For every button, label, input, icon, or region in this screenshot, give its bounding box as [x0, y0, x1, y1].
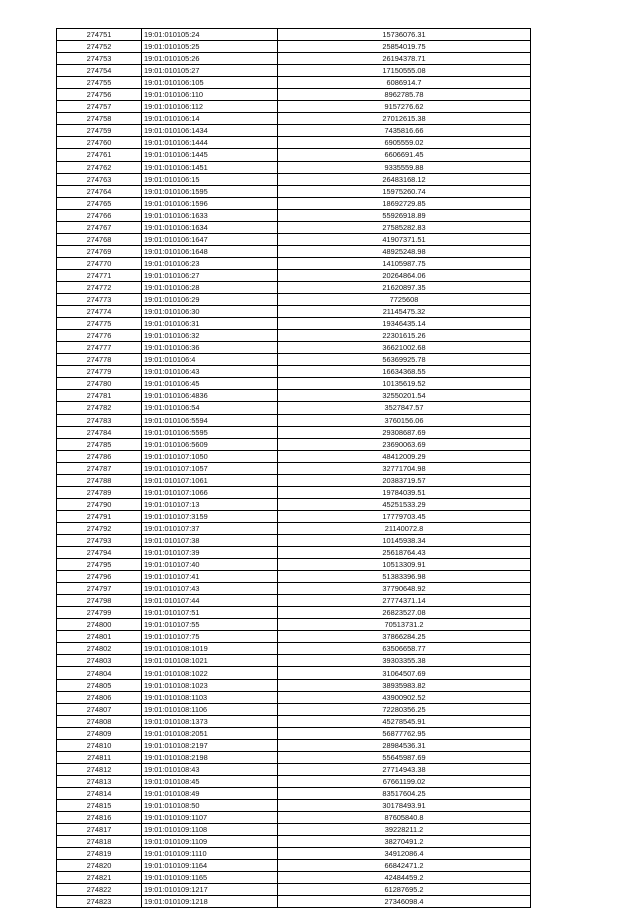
- value-cell: 29308687.69: [278, 426, 531, 438]
- row-number-cell: 274807: [57, 703, 142, 715]
- cadastral-number-cell: 19:01:010106:110: [142, 89, 278, 101]
- cadastral-number-cell: 19:01:010106:28: [142, 281, 278, 293]
- cadastral-number-cell: 19:01:010108:49: [142, 787, 278, 799]
- cadastral-number-cell: 19:01:010106:29: [142, 294, 278, 306]
- value-cell: 21140072.8: [278, 522, 531, 534]
- table-row: [57, 812, 531, 824]
- table-row: [57, 318, 531, 330]
- row-number-cell: 274769: [57, 245, 142, 257]
- table-row: [57, 619, 531, 631]
- table-row: [57, 800, 531, 812]
- row-number-cell: 274776: [57, 330, 142, 342]
- cadastral-number-cell: 19:01:010106:1634: [142, 221, 278, 233]
- value-cell: 23690063.69: [278, 438, 531, 450]
- value-cell: 67661199.02: [278, 775, 531, 787]
- table-row: [57, 703, 531, 715]
- value-cell: 36621002.68: [278, 342, 531, 354]
- cadastral-number-cell: 19:01:010107:43: [142, 583, 278, 595]
- row-number-cell: 274752: [57, 41, 142, 53]
- value-cell: 6606691.45: [278, 149, 531, 161]
- cadastral-number-cell: 19:01:010105:24: [142, 29, 278, 41]
- table-row: [57, 739, 531, 751]
- row-number-cell: 274759: [57, 125, 142, 137]
- table-row: [57, 137, 531, 149]
- row-number-cell: 274791: [57, 510, 142, 522]
- row-number-cell: 274771: [57, 269, 142, 281]
- cadastral-number-cell: 19:01:010106:1595: [142, 185, 278, 197]
- row-number-cell: 274797: [57, 583, 142, 595]
- table-row: [57, 691, 531, 703]
- cadastral-number-cell: 19:01:010107:51: [142, 607, 278, 619]
- value-cell: 17779703.45: [278, 510, 531, 522]
- table-row: [57, 89, 531, 101]
- row-number-cell: 274772: [57, 281, 142, 293]
- row-number-cell: 274798: [57, 595, 142, 607]
- value-cell: 7435816.66: [278, 125, 531, 137]
- row-number-cell: 274803: [57, 655, 142, 667]
- cadastral-number-cell: 19:01:010107:44: [142, 595, 278, 607]
- table-row: [57, 896, 531, 908]
- row-number-cell: 274795: [57, 559, 142, 571]
- row-number-cell: 274753: [57, 53, 142, 65]
- value-cell: 22301615.26: [278, 330, 531, 342]
- value-cell: 7725608: [278, 294, 531, 306]
- table-row: [57, 498, 531, 510]
- table-row: [57, 474, 531, 486]
- row-number-cell: 274770: [57, 257, 142, 269]
- row-number-cell: 274813: [57, 775, 142, 787]
- row-number-cell: 274781: [57, 390, 142, 402]
- value-cell: 17150555.08: [278, 65, 531, 77]
- cadastral-number-cell: 19:01:010109:1110: [142, 848, 278, 860]
- table-row: [57, 209, 531, 221]
- cadastral-number-cell: 19:01:010109:1218: [142, 896, 278, 908]
- table-row: [57, 113, 531, 125]
- row-number-cell: 274820: [57, 860, 142, 872]
- cadastral-number-cell: 19:01:010109:1108: [142, 824, 278, 836]
- cadastral-number-cell: 19:01:010106:32: [142, 330, 278, 342]
- table-row: [57, 414, 531, 426]
- table-row: [57, 245, 531, 257]
- cadastral-number-cell: 19:01:010109:1217: [142, 884, 278, 896]
- table-row: [57, 547, 531, 559]
- value-cell: 16634368.55: [278, 366, 531, 378]
- row-number-cell: 274801: [57, 631, 142, 643]
- row-number-cell: 274805: [57, 679, 142, 691]
- cadastral-number-cell: 19:01:010106:54: [142, 402, 278, 414]
- value-cell: 41907371.51: [278, 233, 531, 245]
- cadastral-number-cell: 19:01:010106:1434: [142, 125, 278, 137]
- value-cell: 9335559.88: [278, 161, 531, 173]
- value-cell: 27774371.14: [278, 595, 531, 607]
- table-row: [57, 763, 531, 775]
- row-number-cell: 274756: [57, 89, 142, 101]
- data-table-container: [56, 28, 530, 908]
- value-cell: 30178493.91: [278, 800, 531, 812]
- table-row: [57, 571, 531, 583]
- row-number-cell: 274784: [57, 426, 142, 438]
- value-cell: 14105987.75: [278, 257, 531, 269]
- row-number-cell: 274808: [57, 715, 142, 727]
- row-number-cell: 274802: [57, 643, 142, 655]
- cadastral-number-cell: 19:01:010106:1647: [142, 233, 278, 245]
- value-cell: 39303355.38: [278, 655, 531, 667]
- cadastral-number-cell: 19:01:010106:4: [142, 354, 278, 366]
- cadastral-number-cell: 19:01:010105:25: [142, 41, 278, 53]
- cadastral-number-cell: 19:01:010106:27: [142, 269, 278, 281]
- row-number-cell: 274817: [57, 824, 142, 836]
- row-number-cell: 274786: [57, 450, 142, 462]
- table-row: [57, 378, 531, 390]
- row-number-cell: 274754: [57, 65, 142, 77]
- row-number-cell: 274783: [57, 414, 142, 426]
- value-cell: 37866284.25: [278, 631, 531, 643]
- value-cell: 45251533.29: [278, 498, 531, 510]
- table-row: [57, 486, 531, 498]
- value-cell: 27585282.83: [278, 221, 531, 233]
- table-row: [57, 53, 531, 65]
- table-row: [57, 366, 531, 378]
- value-cell: 8962785.78: [278, 89, 531, 101]
- table-row: [57, 667, 531, 679]
- row-number-cell: 274788: [57, 474, 142, 486]
- row-number-cell: 274782: [57, 402, 142, 414]
- row-number-cell: 274764: [57, 185, 142, 197]
- value-cell: 3527847.57: [278, 402, 531, 414]
- cadastral-number-cell: 19:01:010107:39: [142, 547, 278, 559]
- table-row: [57, 643, 531, 655]
- table-row: [57, 751, 531, 763]
- cadastral-number-cell: 19:01:010108:2198: [142, 751, 278, 763]
- table-row: [57, 860, 531, 872]
- value-cell: 20264864.06: [278, 269, 531, 281]
- value-cell: 51383396.98: [278, 571, 531, 583]
- table-row: [57, 715, 531, 727]
- row-number-cell: 274761: [57, 149, 142, 161]
- table-row: [57, 149, 531, 161]
- table-row: [57, 233, 531, 245]
- row-number-cell: 274790: [57, 498, 142, 510]
- table-row: [57, 787, 531, 799]
- table-row: [57, 836, 531, 848]
- value-cell: 72280356.25: [278, 703, 531, 715]
- row-number-cell: 274758: [57, 113, 142, 125]
- table-row: [57, 161, 531, 173]
- table-row: [57, 185, 531, 197]
- cadastral-number-cell: 19:01:010106:1648: [142, 245, 278, 257]
- cadastral-number-cell: 19:01:010107:1061: [142, 474, 278, 486]
- cadastral-number-cell: 19:01:010106:1451: [142, 161, 278, 173]
- cadastral-number-cell: 19:01:010107:41: [142, 571, 278, 583]
- table-row: [57, 607, 531, 619]
- value-cell: 15975260.74: [278, 185, 531, 197]
- cadastral-number-cell: 19:01:010109:1107: [142, 812, 278, 824]
- table-row: [57, 522, 531, 534]
- row-number-cell: 274780: [57, 378, 142, 390]
- table-row: [57, 125, 531, 137]
- value-cell: 6905559.02: [278, 137, 531, 149]
- table-row: [57, 534, 531, 546]
- row-number-cell: 274810: [57, 739, 142, 751]
- cadastral-number-cell: 19:01:010106:23: [142, 257, 278, 269]
- cadastral-number-cell: 19:01:010107:37: [142, 522, 278, 534]
- table-row: [57, 655, 531, 667]
- value-cell: 28984536.31: [278, 739, 531, 751]
- cadastral-number-cell: 19:01:010108:1103: [142, 691, 278, 703]
- value-cell: 83517604.25: [278, 787, 531, 799]
- value-cell: 34912086.4: [278, 848, 531, 860]
- cadastral-number-cell: 19:01:010109:1165: [142, 872, 278, 884]
- row-number-cell: 274757: [57, 101, 142, 113]
- value-cell: 10145938.34: [278, 534, 531, 546]
- cadastral-number-cell: 19:01:010106:1633: [142, 209, 278, 221]
- value-cell: 25854019.75: [278, 41, 531, 53]
- row-number-cell: 274765: [57, 197, 142, 209]
- row-number-cell: 274793: [57, 534, 142, 546]
- value-cell: 48412009.29: [278, 450, 531, 462]
- value-cell: 31064507.69: [278, 667, 531, 679]
- row-number-cell: 274751: [57, 29, 142, 41]
- table-row: [57, 559, 531, 571]
- table-row: [57, 583, 531, 595]
- row-number-cell: 274809: [57, 727, 142, 739]
- value-cell: 26823527.08: [278, 607, 531, 619]
- value-cell: 48925248.98: [278, 245, 531, 257]
- row-number-cell: 274774: [57, 306, 142, 318]
- cadastral-number-cell: 19:01:010107:1057: [142, 462, 278, 474]
- value-cell: 42484459.2: [278, 872, 531, 884]
- row-number-cell: 274811: [57, 751, 142, 763]
- table-row: [57, 354, 531, 366]
- value-cell: 32550201.54: [278, 390, 531, 402]
- cadastral-number-cell: 19:01:010109:1109: [142, 836, 278, 848]
- row-number-cell: 274812: [57, 763, 142, 775]
- cadastral-number-cell: 19:01:010108:1019: [142, 643, 278, 655]
- row-number-cell: 274779: [57, 366, 142, 378]
- row-number-cell: 274773: [57, 294, 142, 306]
- table-row: [57, 29, 531, 41]
- row-number-cell: 274818: [57, 836, 142, 848]
- table-row: [57, 824, 531, 836]
- value-cell: 10135619.52: [278, 378, 531, 390]
- row-number-cell: 274760: [57, 137, 142, 149]
- cadastral-number-cell: 19:01:010108:45: [142, 775, 278, 787]
- value-cell: 45278545.91: [278, 715, 531, 727]
- row-number-cell: 274755: [57, 77, 142, 89]
- row-number-cell: 274819: [57, 848, 142, 860]
- cadastral-number-cell: 19:01:010108:2051: [142, 727, 278, 739]
- value-cell: 43900902.52: [278, 691, 531, 703]
- row-number-cell: 274823: [57, 896, 142, 908]
- cadastral-number-cell: 19:01:010107:75: [142, 631, 278, 643]
- cadastral-number-cell: 19:01:010108:1021: [142, 655, 278, 667]
- cadastral-number-cell: 19:01:010106:5594: [142, 414, 278, 426]
- row-number-cell: 274766: [57, 209, 142, 221]
- row-number-cell: 274822: [57, 884, 142, 896]
- cadastral-number-cell: 19:01:010108:2197: [142, 739, 278, 751]
- table-row: [57, 77, 531, 89]
- value-cell: 27012615.38: [278, 113, 531, 125]
- value-cell: 15736076.31: [278, 29, 531, 41]
- table-row: [57, 631, 531, 643]
- cadastral-number-cell: 19:01:010107:3159: [142, 510, 278, 522]
- cadastral-number-cell: 19:01:010106:36: [142, 342, 278, 354]
- table-row: [57, 390, 531, 402]
- value-cell: 26194378.71: [278, 53, 531, 65]
- table-row: [57, 281, 531, 293]
- value-cell: 70513731.2: [278, 619, 531, 631]
- table-row: [57, 450, 531, 462]
- cadastral-number-cell: 19:01:010107:13: [142, 498, 278, 510]
- cadastral-number-cell: 19:01:010108:1106: [142, 703, 278, 715]
- cadastral-number-cell: 19:01:010109:1164: [142, 860, 278, 872]
- cadastral-number-cell: 19:01:010107:1050: [142, 450, 278, 462]
- value-cell: 61287695.2: [278, 884, 531, 896]
- row-number-cell: 274768: [57, 233, 142, 245]
- value-cell: 18692729.85: [278, 197, 531, 209]
- cadastral-number-cell: 19:01:010108:1373: [142, 715, 278, 727]
- row-number-cell: 274763: [57, 173, 142, 185]
- value-cell: 37790648.92: [278, 583, 531, 595]
- row-number-cell: 274778: [57, 354, 142, 366]
- value-cell: 20383719.57: [278, 474, 531, 486]
- value-cell: 21620897.35: [278, 281, 531, 293]
- value-cell: 19784039.51: [278, 486, 531, 498]
- value-cell: 27346098.4: [278, 896, 531, 908]
- row-number-cell: 274775: [57, 318, 142, 330]
- table-row: [57, 306, 531, 318]
- value-cell: 19346435.14: [278, 318, 531, 330]
- table-row: [57, 462, 531, 474]
- cadastral-number-cell: 19:01:010108:1023: [142, 679, 278, 691]
- row-number-cell: 274777: [57, 342, 142, 354]
- value-cell: 56877762.95: [278, 727, 531, 739]
- cadastral-number-cell: 19:01:010106:112: [142, 101, 278, 113]
- value-cell: 87605840.8: [278, 812, 531, 824]
- value-cell: 21145475.32: [278, 306, 531, 318]
- table-row: [57, 269, 531, 281]
- row-number-cell: 274800: [57, 619, 142, 631]
- value-cell: 66842471.2: [278, 860, 531, 872]
- row-number-cell: 274767: [57, 221, 142, 233]
- table-row: [57, 402, 531, 414]
- value-cell: 55645987.69: [278, 751, 531, 763]
- table-row: [57, 257, 531, 269]
- table-row: [57, 510, 531, 522]
- value-cell: 10513309.91: [278, 559, 531, 571]
- cadastral-number-cell: 19:01:010105:26: [142, 53, 278, 65]
- value-cell: 6086914.7: [278, 77, 531, 89]
- table-row: [57, 595, 531, 607]
- table-row: [57, 679, 531, 691]
- cadastral-number-cell: 19:01:010106:5595: [142, 426, 278, 438]
- row-number-cell: 274816: [57, 812, 142, 824]
- row-number-cell: 274762: [57, 161, 142, 173]
- cadastral-number-cell: 19:01:010107:1066: [142, 486, 278, 498]
- cadastral-number-cell: 19:01:010106:31: [142, 318, 278, 330]
- value-cell: 39228211.2: [278, 824, 531, 836]
- row-number-cell: 274814: [57, 787, 142, 799]
- value-cell: 27714943.38: [278, 763, 531, 775]
- cadastral-number-cell: 19:01:010105:27: [142, 65, 278, 77]
- cadastral-number-cell: 19:01:010106:1444: [142, 137, 278, 149]
- value-cell: 55926918.89: [278, 209, 531, 221]
- value-cell: 9157276.62: [278, 101, 531, 113]
- table-row: [57, 848, 531, 860]
- table-row: [57, 872, 531, 884]
- table-row: [57, 330, 531, 342]
- value-cell: 32771704.98: [278, 462, 531, 474]
- table-row: [57, 65, 531, 77]
- value-cell: 25618764.43: [278, 547, 531, 559]
- data-table: [56, 28, 531, 908]
- value-cell: 56369925.78: [278, 354, 531, 366]
- table-row: [57, 342, 531, 354]
- cadastral-number-cell: 19:01:010107:40: [142, 559, 278, 571]
- row-number-cell: 274794: [57, 547, 142, 559]
- table-row: [57, 294, 531, 306]
- table-row: [57, 727, 531, 739]
- cadastral-number-cell: 19:01:010106:1596: [142, 197, 278, 209]
- value-cell: 38270491.2: [278, 836, 531, 848]
- table-row: [57, 438, 531, 450]
- cadastral-number-cell: 19:01:010106:15: [142, 173, 278, 185]
- value-cell: 38935983.82: [278, 679, 531, 691]
- row-number-cell: 274821: [57, 872, 142, 884]
- table-row: [57, 41, 531, 53]
- cadastral-number-cell: 19:01:010108:43: [142, 763, 278, 775]
- row-number-cell: 274785: [57, 438, 142, 450]
- row-number-cell: 274799: [57, 607, 142, 619]
- cadastral-number-cell: 19:01:010107:55: [142, 619, 278, 631]
- table-row: [57, 426, 531, 438]
- table-row: [57, 884, 531, 896]
- table-row: [57, 221, 531, 233]
- row-number-cell: 274796: [57, 571, 142, 583]
- table-row: [57, 775, 531, 787]
- row-number-cell: 274806: [57, 691, 142, 703]
- cadastral-number-cell: 19:01:010107:38: [142, 534, 278, 546]
- cadastral-number-cell: 19:01:010108:1022: [142, 667, 278, 679]
- cadastral-number-cell: 19:01:010106:105: [142, 77, 278, 89]
- row-number-cell: 274789: [57, 486, 142, 498]
- cadastral-number-cell: 19:01:010106:45: [142, 378, 278, 390]
- cadastral-number-cell: 19:01:010106:5609: [142, 438, 278, 450]
- value-cell: 63506658.77: [278, 643, 531, 655]
- row-number-cell: 274787: [57, 462, 142, 474]
- table-body: [57, 29, 531, 908]
- cadastral-number-cell: 19:01:010106:4836: [142, 390, 278, 402]
- cadastral-number-cell: 19:01:010106:14: [142, 113, 278, 125]
- cadastral-number-cell: 19:01:010106:30: [142, 306, 278, 318]
- value-cell: 26483168.12: [278, 173, 531, 185]
- value-cell: 3760156.06: [278, 414, 531, 426]
- row-number-cell: 274815: [57, 800, 142, 812]
- cadastral-number-cell: 19:01:010108:50: [142, 800, 278, 812]
- row-number-cell: 274792: [57, 522, 142, 534]
- table-row: [57, 173, 531, 185]
- cadastral-number-cell: 19:01:010106:43: [142, 366, 278, 378]
- row-number-cell: 274804: [57, 667, 142, 679]
- cadastral-number-cell: 19:01:010106:1445: [142, 149, 278, 161]
- table-row: [57, 101, 531, 113]
- table-row: [57, 197, 531, 209]
